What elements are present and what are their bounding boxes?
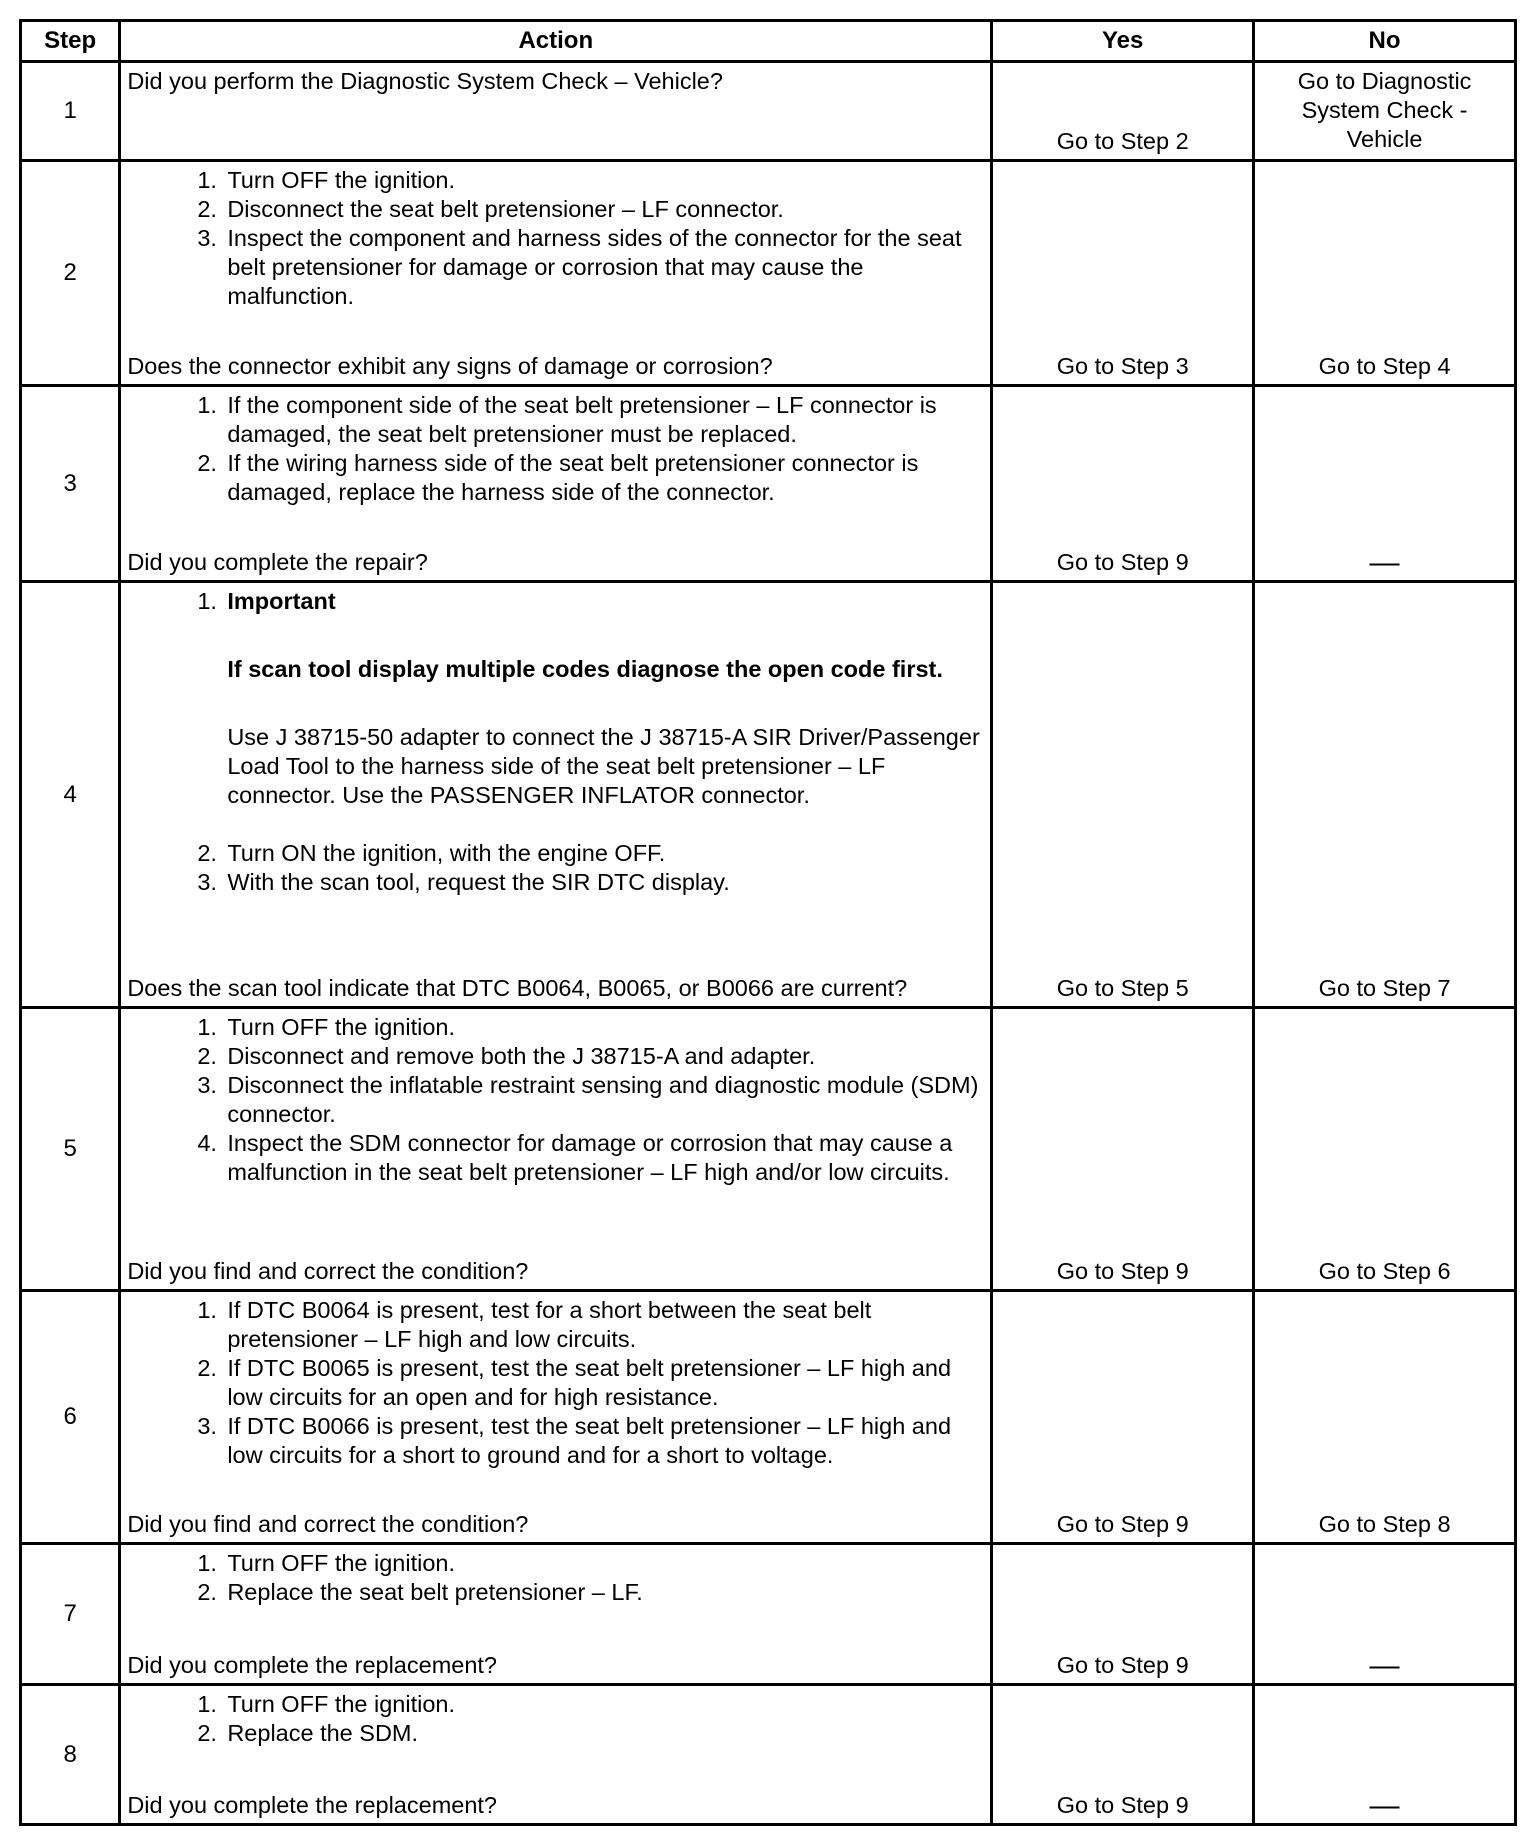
action-cell [120, 1291, 992, 1544]
yes-result: Go to Step 5 [1056, 975, 1189, 1001]
step-number: 7 [21, 1544, 120, 1685]
no-cell [1254, 582, 1516, 1008]
no-cell [1254, 1685, 1516, 1825]
no-cell [1254, 1544, 1516, 1685]
yes-cell [992, 161, 1254, 386]
yes-cell [992, 1008, 1254, 1291]
no-result: Go to Step 4 [1318, 353, 1451, 379]
table-row [21, 161, 1516, 386]
header-yes: Yes [992, 21, 1254, 62]
no-result: — [1369, 1789, 1400, 1822]
list-item: 2. Replace the seat belt pretensioner – LF. [197, 1579, 643, 1605]
action-question: Did you complete the replacement? [127, 1792, 498, 1818]
action-cell [120, 1008, 992, 1291]
action-cell [120, 1685, 992, 1825]
list-item: 1. Turn OFF the ignition. [197, 1550, 456, 1576]
diagnostic-table-document [19, 19, 1517, 1826]
no-cell [1254, 62, 1516, 161]
action-steps-list [127, 1013, 984, 1187]
step-number: 4 [21, 582, 120, 1008]
no-result: — [1369, 1649, 1400, 1682]
important-note: If scan tool display multiple codes diagnose the open code first. [227, 656, 943, 682]
table-row [21, 62, 1516, 161]
no-cell [1254, 161, 1516, 386]
action-cell [120, 62, 992, 161]
yes-result: Go to Step 3 [1056, 353, 1189, 379]
step-number: 1 [21, 62, 120, 161]
no-result: Go to Diagnostic System Check - Vehicle [1297, 68, 1472, 152]
yes-result: Go to Step 9 [1056, 1792, 1189, 1818]
list-item: 3. Inspect the component and harness sides of the connector for the seat belt pretensioner for damage or corrosion that may cause the malfunction. [197, 225, 962, 309]
action-steps-list [127, 1549, 984, 1607]
yes-result: Go to Step 9 [1056, 1511, 1189, 1537]
no-cell [1254, 1008, 1516, 1291]
list-item: 3. Disconnect the inflatable restraint sensing and diagnostic module (SDM) connector. [197, 1072, 979, 1127]
no-cell [1254, 1291, 1516, 1544]
list-item-text: Use J 38715-50 adapter to connect the J 38715-A SIR Driver/Passenger Load Tool to the harness side of the seat belt pretensioner – LF connector. Use the PASSENGER INFLATOR connector. [227, 724, 980, 808]
list-item: 2. If the wiring harness side of the seat belt pretensioner connector is damaged, replace the harness side of the connector. [197, 450, 919, 505]
list-item: 3. If DTC B0066 is present, test the seat belt pretensioner – LF high and low circuits for a short to ground and for a short to voltage. [197, 1413, 952, 1468]
table-row [21, 386, 1516, 582]
step-number: 8 [21, 1685, 120, 1825]
action-steps-list [127, 587, 984, 897]
no-result: Go to Step 8 [1318, 1511, 1451, 1537]
yes-cell [992, 582, 1254, 1008]
action-cell [120, 1544, 992, 1685]
step-number: 2 [21, 161, 120, 386]
list-item: 1. Turn OFF the ignition. [197, 1691, 456, 1717]
yes-cell [992, 1685, 1254, 1825]
action-cell [120, 161, 992, 386]
yes-result: Go to Step 9 [1056, 549, 1189, 575]
list-item: 2. Disconnect and remove both the J 38715-A and adapter. [197, 1043, 816, 1069]
important-label: Important [227, 588, 336, 614]
header-no: No [1254, 21, 1516, 62]
header-step: Step [21, 21, 120, 62]
diagnostic-steps-table [19, 19, 1517, 1826]
action-steps-list [127, 1690, 984, 1748]
yes-cell [992, 1291, 1254, 1544]
action-question: Does the connector exhibit any signs of damage or corrosion? [127, 353, 773, 379]
list-item: 2. Disconnect the seat belt pretensioner – LF connector. [197, 196, 784, 222]
action-question: Did you perform the Diagnostic System Check – Vehicle? [127, 68, 723, 94]
list-item: 3. With the scan tool, request the SIR DTC display. [197, 869, 730, 895]
list-item: 4. Inspect the SDM connector for damage or corrosion that may cause a malfunction in the seat belt pretensioner – LF high and/or low circuits. [197, 1130, 953, 1185]
no-result: Go to Step 7 [1318, 975, 1451, 1001]
action-question: Did you complete the repair? [127, 549, 428, 575]
yes-result: Go to Step 2 [1056, 128, 1189, 154]
yes-cell [992, 1544, 1254, 1685]
list-item: 1. If the component side of the seat belt pretensioner – LF connector is damaged, the seat belt pretensioner must be replaced. [197, 392, 937, 447]
list-item: 2. If DTC B0065 is present, test the seat belt pretensioner – LF high and low circuits for an open and for high resistance. [197, 1355, 952, 1410]
table-header-row [21, 21, 1516, 62]
step-number: 6 [21, 1291, 120, 1544]
list-item: 1. Important If scan tool display multiple codes diagnose the open code first. Use J 38715-50 adapter to connect the J 38715-A SIR Driver/Passenger Load Tool to the harness side of the seat belt pretensioner – LF connector. Use the PASSENGER INFLATOR connector. [127, 587, 984, 810]
no-result: — [1369, 546, 1400, 579]
no-result: Go to Step 6 [1318, 1258, 1451, 1284]
yes-cell [992, 386, 1254, 582]
step-number: 5 [21, 1008, 120, 1291]
action-steps-list [127, 391, 984, 507]
action-cell [120, 386, 992, 582]
action-question: Did you complete the replacement? [127, 1652, 498, 1678]
table-row [21, 1544, 1516, 1685]
header-action: Action [120, 21, 992, 62]
action-steps-list [127, 1296, 984, 1470]
action-question: Did you find and correct the condition? [127, 1258, 529, 1284]
yes-cell [992, 62, 1254, 161]
list-item: 1. Turn OFF the ignition. [197, 1014, 456, 1040]
list-item: 2. Replace the SDM. [197, 1720, 419, 1746]
step-number: 3 [21, 386, 120, 582]
action-question: Did you find and correct the condition? [127, 1511, 529, 1537]
list-item: 1. Turn OFF the ignition. [197, 167, 456, 193]
action-question: Does the scan tool indicate that DTC B0064, B0065, or B0066 are current? [127, 975, 908, 1001]
list-item: 1. If DTC B0064 is present, test for a short between the seat belt pretensioner – LF high and low circuits. [197, 1297, 872, 1352]
table-row [21, 1291, 1516, 1544]
table-row [21, 1685, 1516, 1825]
yes-result: Go to Step 9 [1056, 1652, 1189, 1678]
table-row [21, 582, 1516, 1008]
table-row [21, 1008, 1516, 1291]
no-cell [1254, 386, 1516, 582]
action-cell [120, 582, 992, 1008]
yes-result: Go to Step 9 [1056, 1258, 1189, 1284]
list-item: 2. Turn ON the ignition, with the engine OFF. [197, 840, 666, 866]
action-steps-list [127, 166, 984, 311]
